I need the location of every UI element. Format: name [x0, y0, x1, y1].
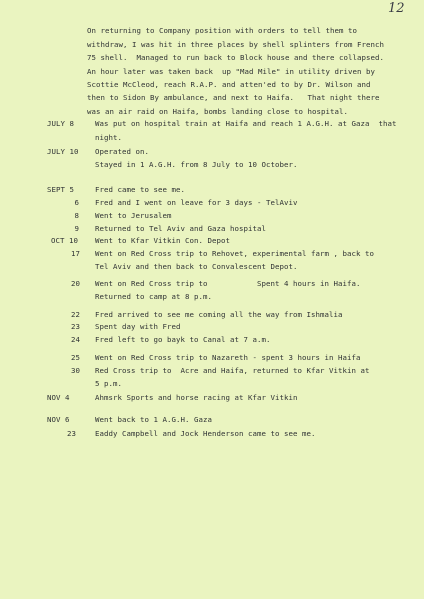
- intro-line: An hour later was taken back up "Mad Mile" in utility driven by: [87, 67, 375, 76]
- entry-text: Went on Red Cross trip to Nazareth - spent 3 hours in Haifa: [95, 353, 361, 362]
- entry-date: SEPT 5: [47, 185, 74, 194]
- intro-line: On returning to Company position with orders to tell them to: [87, 26, 357, 35]
- page-number: 12: [388, 1, 405, 16]
- entry-day: 17: [71, 249, 80, 258]
- entry-text: Tel Aviv and then back to Convalescent Depot.: [95, 262, 298, 271]
- entry-text: Stayed in 1 A.G.H. from 8 July to 10 October.: [95, 160, 298, 169]
- entry-text: 5 p.m.: [95, 379, 122, 388]
- entry-day: 20: [71, 279, 80, 288]
- intro-line: withdraw, I was hit in three places by shell splinters from French: [87, 40, 384, 49]
- entry-day: 23: [71, 322, 80, 331]
- entry-text: Was put on hospital train at Haifa and reach 1 A.G.H. at Gaza that: [95, 119, 397, 128]
- entry-text: Went on Red Cross trip to Spent 4 hours in Haifa.: [95, 279, 361, 288]
- entry-text: Went back to 1 A.G.H. Gaza: [95, 415, 212, 424]
- entry-day: 24: [71, 335, 80, 344]
- entry-text: Fred left to go bayk to Canal at 7 a.m.: [95, 335, 271, 344]
- entry-day: 30: [71, 366, 80, 375]
- entry-day: 6: [74, 198, 79, 207]
- entry-date: JULY 8: [47, 119, 74, 128]
- entry-day: 8: [74, 211, 79, 220]
- entry-text: Went on Red Cross trip to Rehovet, experimental farm , back to: [95, 249, 374, 258]
- entry-text: Spent day with Fred: [95, 322, 181, 331]
- entry-day: 9: [74, 224, 79, 233]
- entry-day: 25: [71, 353, 80, 362]
- intro-line: 75 shell. Managed to run back to Block house and there collapsed.: [87, 53, 384, 62]
- entry-text: Fred came to see me.: [95, 185, 185, 194]
- entry-date: NOV 6: [47, 415, 70, 424]
- entry-day: 23: [67, 429, 76, 438]
- intro-line: then to Sidon By ambulance, and next to Haifa. That night there: [87, 93, 380, 102]
- entry-date: JULY 10: [47, 147, 79, 156]
- entry-text: Went to Jerusalem: [95, 211, 172, 220]
- entry-text: Returned to camp at 8 p.m.: [95, 292, 212, 301]
- entry-text: night.: [95, 133, 122, 142]
- entry-text: Went to Kfar Vitkin Con. Depot: [95, 236, 230, 245]
- entry-text: Ahmsrk Sports and horse racing at Kfar Vitkin: [95, 393, 298, 402]
- entry-text: Returned to Tel Aviv and Gaza hospital: [95, 224, 266, 233]
- entry-date: NOV 4: [47, 393, 70, 402]
- entry-text: Eaddy Campbell and Jock Henderson came to see me.: [95, 429, 316, 438]
- entry-date: OCT 10: [51, 236, 78, 245]
- entry-text: Operated on.: [95, 147, 149, 156]
- intro-line: Scottie McCleod, reach R.A.P. and atten'ed to by Dr. Wilson and: [87, 80, 371, 89]
- entry-day: 22: [71, 310, 80, 319]
- entry-text: Fred arrived to see me coming all the way from Ishmalia: [95, 310, 343, 319]
- entry-text: Fred and I went on leave for 3 days - TelAviv: [95, 198, 298, 207]
- intro-line: was an air raid on Haifa, bombs landing close to hospital.: [87, 107, 348, 116]
- entry-text: Red Cross trip to Acre and Haifa, returned to Kfar Vitkin at: [95, 366, 370, 375]
